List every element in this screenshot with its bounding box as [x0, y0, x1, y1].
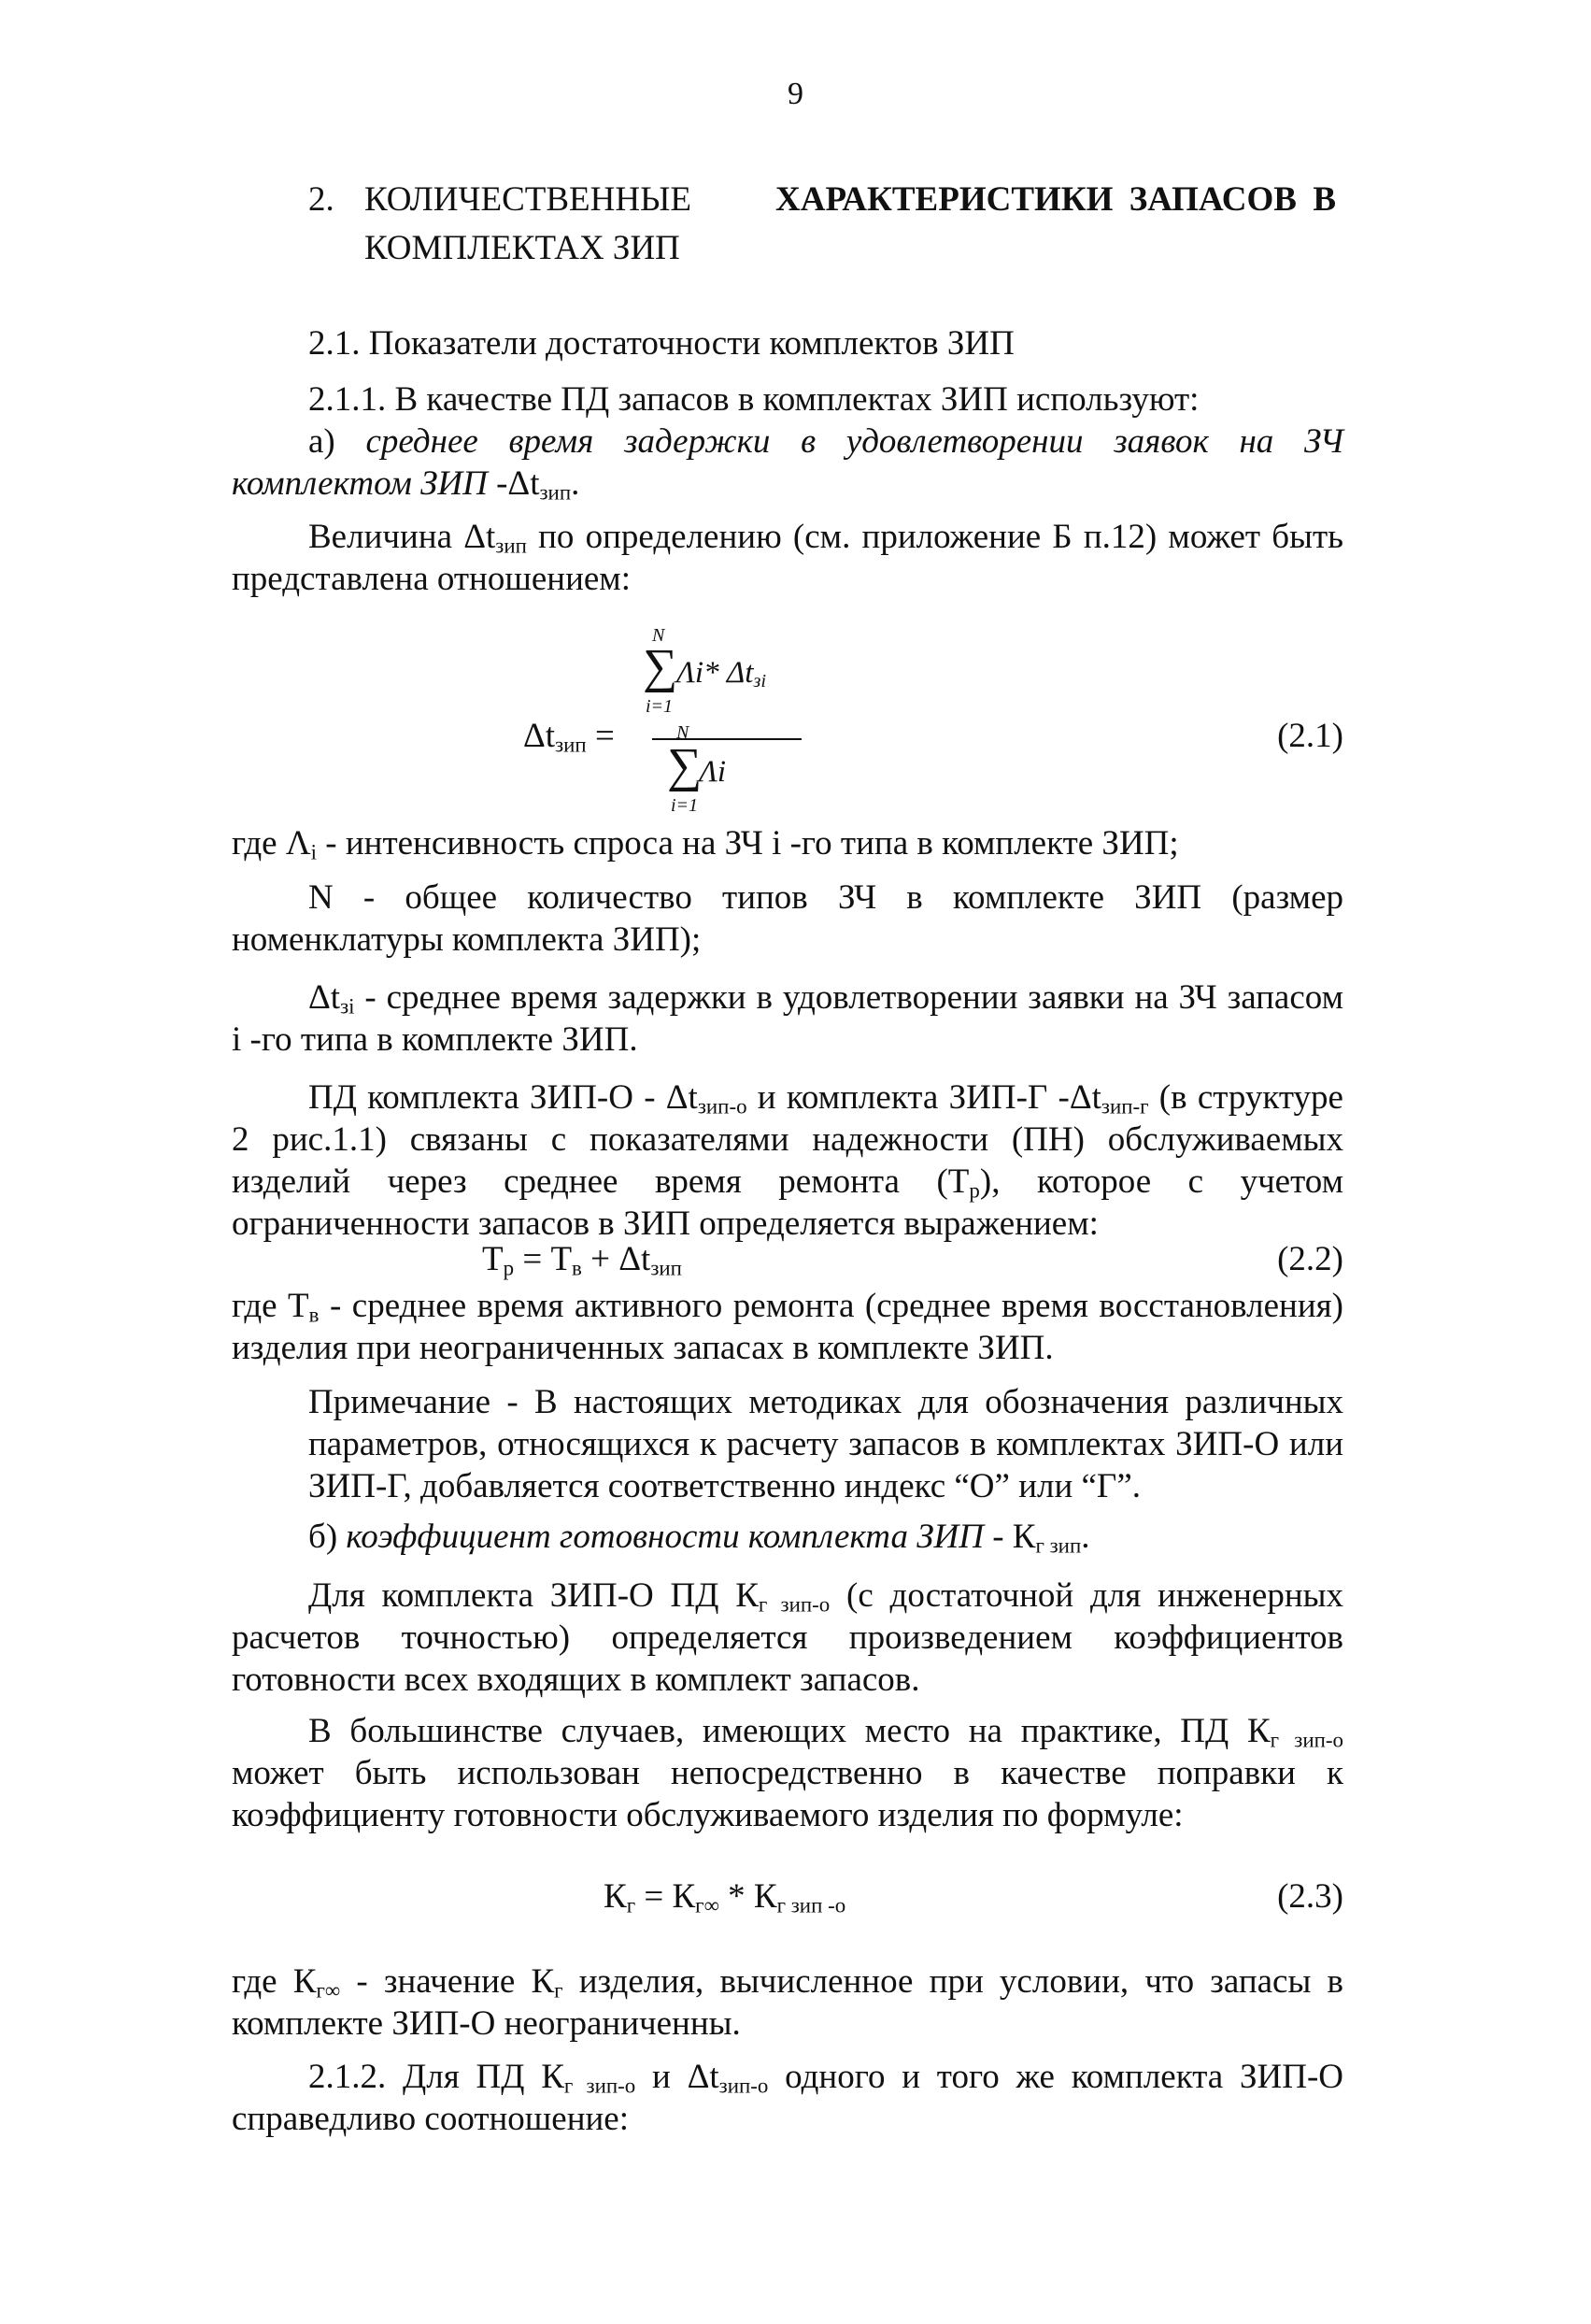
eq-2-1-lhs — [523, 708, 615, 764]
eq-2-1-lhs-sub: зип — [555, 733, 587, 757]
ppd-sub3: р — [969, 1178, 980, 1203]
eq-2-3-number: (2.3) — [1277, 1877, 1343, 1916]
eq-2-1-lhs-eq: = — [586, 717, 615, 755]
eq-2-3-body — [604, 1869, 845, 1925]
dd-t2: - среднее время задержки в удовлетворении заявки на ЗЧ запасом i -го типа в комплекте ЗИП. — [232, 978, 1343, 1059]
dl-t1: где Λ — [232, 824, 311, 863]
pv-sub: зип — [495, 534, 527, 558]
ppd-t3: (в структуре 2 рис.1.1) связаны с показателями надежности (ПН) обслуживаемых изделий через среднее время ремонта (Т — [232, 1078, 1343, 1201]
dtv-sub: в — [308, 1303, 320, 1327]
dd-sub: зi — [340, 994, 355, 1019]
ppd-t4: ), которое с учетом ограниченности запасов в ЗИП определяется выражением: — [232, 1162, 1343, 1243]
subsection-title — [308, 322, 1345, 364]
eq-2-2-body — [482, 1232, 682, 1288]
e23-a-sub: г — [626, 1893, 636, 1918]
ib-end: . — [1081, 1518, 1090, 1556]
paragraph-pd — [232, 1076, 1343, 1245]
def-lambda-text — [232, 822, 1343, 864]
paragraph-2-1-1-text: 2.1.1. В качестве ПД запасов в комплектах ЗИП используют: — [308, 380, 1200, 419]
ppd-t1: ПД комплекта ЗИП-О - Δt — [308, 1078, 698, 1117]
dd-t1: Δt — [308, 978, 341, 1017]
paragraph-kit-text — [232, 1575, 1343, 1701]
note — [308, 1381, 1343, 1507]
pm-sub: г зип-о — [1270, 1728, 1343, 1752]
paragraph-majority-text — [232, 1710, 1343, 1836]
page-number: 9 — [788, 77, 803, 111]
dkg-t1: где К — [232, 1962, 317, 2001]
ib-italic: коэффициент готовности комплекта ЗИП — [346, 1518, 984, 1556]
def-N-text: N - общее количество типов ЗЧ в комплекте ЗИП (размер номенклатуры комплекта ЗИП); — [232, 878, 1343, 959]
ppd-sub1: зип-о — [697, 1094, 747, 1119]
def-tv — [232, 1285, 1343, 1369]
paragraph-pd-text — [232, 1076, 1343, 1245]
dl-sub: i — [310, 840, 318, 864]
p212-t1: 2.1.2. Для ПД К — [308, 2058, 564, 2096]
def-lambda — [232, 822, 1343, 864]
def-dt — [232, 977, 1343, 1061]
item-a-sub: зип — [539, 480, 572, 505]
def-dt-text — [232, 977, 1343, 1061]
equation-2-3 — [232, 1869, 1343, 1925]
subsection-title-text: 2.1. Показатели достаточности комплектов ЗИП — [308, 324, 1015, 363]
numerator-sub: зi — [753, 671, 767, 692]
p212-sub2: зип-о — [718, 2074, 769, 2098]
p212-t3: одного и того же комплекта ЗИП-О справедливо соотношение: — [232, 2058, 1344, 2138]
pk-t2: (с достаточной для инженерных расчетов точностью) определяется произведением коэффициентов готовности всех входящих в комплект запасов. — [232, 1576, 1343, 1699]
pm-t2: может быть использован непосредственно в качестве поправки к коэффициенту готовности обслуживаемого изделия по формуле: — [232, 1754, 1343, 1834]
num-sum-lower: i=1 — [646, 696, 674, 717]
p212-sub1: г зип-о — [563, 2074, 636, 2098]
equation-2-2 — [232, 1232, 1343, 1288]
eq-2-2-number: (2.2) — [1277, 1240, 1343, 1278]
paragraph-2-1-1 — [232, 378, 1343, 505]
den-sum-lower: i=1 — [671, 795, 699, 816]
paragraph-value — [232, 516, 1343, 600]
e23-b: = К — [635, 1877, 696, 1916]
pv-t2: по определению (см. приложение Б п.12) может быть представлена отношением: — [232, 518, 1343, 598]
e22-a: Т — [482, 1240, 504, 1278]
note-text: Примечание - В настоящих методиках для обозначения различных параметров, относящихся к расчету запасов в комплектах ЗИП-О или ЗИП-Г, добавляется соответственно индекс “О” или “Г”. — [308, 1383, 1343, 1505]
item-b-text — [232, 1516, 1343, 1558]
pk-sub: г зип-о — [758, 1592, 831, 1617]
e22-a-sub: р — [503, 1256, 515, 1280]
paragraph-2-1-2-text — [232, 2056, 1343, 2140]
paragraph-value-text — [232, 516, 1343, 600]
dkg-sub1: г∞ — [316, 1978, 341, 2003]
ib-lead: б) — [308, 1518, 347, 1556]
item-a-tail: -Δt — [487, 464, 540, 503]
heading-word-1: КОЛИЧЕСТВЕННЫЕ — [364, 180, 691, 219]
equation-2-1 — [232, 626, 1343, 822]
def-kg-text — [232, 1960, 1343, 2045]
paragraph-majority — [232, 1710, 1343, 1836]
denominator-term: Λi — [699, 755, 727, 789]
e22-c-sub: зип — [650, 1256, 682, 1280]
def-tv-text — [232, 1285, 1343, 1369]
e22-b-sub: в — [572, 1256, 582, 1280]
eq-2-1-number: (2.1) — [1277, 717, 1343, 755]
numerator-term — [676, 654, 766, 691]
ib-tail: - К — [983, 1518, 1036, 1556]
e22-c: + Δt — [581, 1240, 651, 1278]
num-sum-upper: N — [652, 625, 665, 646]
numerator-main: Λi* Δt — [676, 656, 754, 690]
dkg-t2: - значение К — [340, 1962, 555, 2001]
paragraph-kit — [232, 1575, 1343, 1701]
e23-c: * К — [718, 1877, 777, 1916]
pk-t1: Для комплекта ЗИП-О ПД К — [308, 1576, 759, 1615]
ppd-t2: и комплекта ЗИП-Г -Δt — [746, 1078, 1101, 1117]
heading-line-2: КОМПЛЕКТАХ ЗИП — [364, 229, 680, 267]
heading-word-2: ХАРАКТЕРИСТИКИ ЗАПАСОВ В — [775, 180, 1336, 219]
def-N — [232, 877, 1343, 961]
e23-a: К — [604, 1877, 627, 1916]
item-a — [232, 421, 1343, 505]
def-kg — [232, 1960, 1343, 2045]
dkg-t3: изделия, вычисленное при условии, что запасы в комплекте ЗИП-О неограниченны. — [232, 1962, 1343, 2043]
p212-t2: и Δt — [635, 2058, 719, 2096]
den-sigma: ∑ — [667, 739, 703, 792]
den-sum-upper: N — [676, 722, 689, 743]
eq-2-1-lhs-main: Δt — [523, 717, 556, 755]
dl-t2: - интенсивность спроса на ЗЧ i -го типа в комплекте ЗИП; — [317, 824, 1179, 863]
e22-b: = Т — [514, 1240, 573, 1278]
item-a-lead: а) — [308, 422, 366, 461]
pv-t1: Величина Δt — [308, 518, 496, 556]
pm-t1: В большинстве случаев, имеющих место на практике, ПД К — [308, 1712, 1271, 1750]
dkg-sub2: г — [554, 1978, 563, 2003]
e23-c-sub: г зип -о — [776, 1893, 846, 1918]
e23-b-sub: г∞ — [695, 1893, 719, 1918]
dtv-t1: где Т — [232, 1287, 309, 1325]
item-b — [232, 1516, 1343, 1558]
dtv-t2: - среднее время активного ремонта (среднее время восстановления) изделия при неограниченных запасах в комплекте ЗИП. — [232, 1287, 1343, 1367]
ppd-sub2: зип-г — [1101, 1094, 1149, 1119]
heading-number: 2. — [308, 180, 334, 219]
paragraph-2-1-2 — [232, 2056, 1343, 2140]
ib-sub: г зип — [1035, 1533, 1082, 1558]
item-a-end: . — [571, 464, 580, 503]
num-sigma: ∑ — [643, 640, 678, 693]
item-a-italic: среднее время задержки в удовлетворении заявок на ЗЧ комплектом ЗИП — [232, 422, 1343, 503]
